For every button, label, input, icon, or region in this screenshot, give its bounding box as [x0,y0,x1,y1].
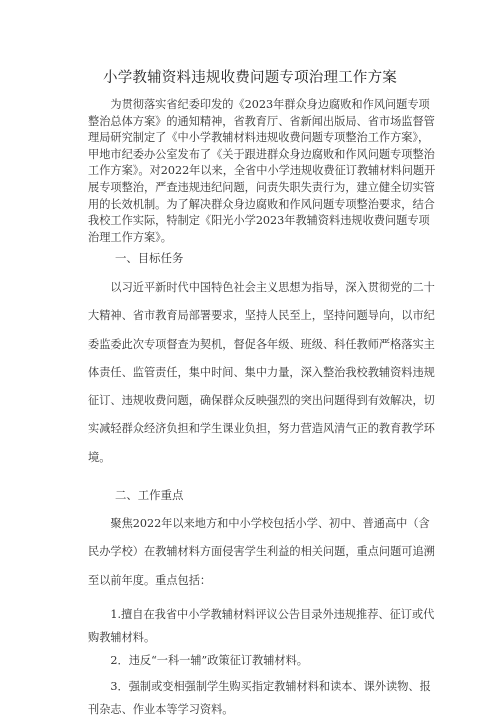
section-2-heading: 二、工作重点 [115,488,184,502]
section-1-body: 以习近平新时代中国特色社会主义思想为指导，深入贯彻党的二十大精神、省市教育局部署要求，坚持人民至上，坚持问题导向，以市纪委监委此次专项督查为契机，督促各年级、班级、科任教师严格落实主体责任、监管责任，集中时间、集中力量，深入整治我校教辅资料违规征订、违规收费问题，确保群众反映强烈的突出问题得到有效解决，切实减轻群众经济负担和学生课业负担，努力营造风清气正的教育教学环境。 [88,281,435,464]
list-item: 2．违反“一科一辅”政策征订教辅材料。 [110,654,308,667]
list-item: 3．强制或变相强制学生购买指定教辅材料和读本、课外读物、报刊杂志、作业本等学习资料。 [88,680,431,716]
section-2-body: 聚焦2022年以来地方和中小学校包括小学、初中、普通高中（含民办学校）在教辅材料方面侵害学生利益的相关问题，重点问题可追溯至以前年度。重点包括： [88,517,435,587]
document-title: 小学教辅资料违规收费问题专项治理工作方案 [103,70,397,86]
list-item: 1.擅自在我省中小学教辅材料评议公告目录外违规推荐、征订或代购教辅材料。 [88,608,435,644]
section-1-heading: 一、目标任务 [115,251,184,265]
intro-paragraph: 为贯彻落实省纪委印发的《2023年群众身边腐败和作风问题专项整治总体方案》的通知精神，省教育厅、省新闻出版局、省市场监督管理局研究制定了《中小学教辅材料违规收费问题专项整治工作方案》，甲地市纪委办公室发布了《关于跟进群众身边腐败和作风问题专项整治工作方案》。对2022年以来，全省中小学违规收费征订教辅材料问题开展专项整治，严查违规违纪问题，问责失职失责行为，建立健全切实管用的长效机制。为了解决群众身边腐败和作风问题专项整治要求，结合我校工作实际，特制定《阳光小学2023年教辅资料违规收费问题专项治理工作方案》。 [88,98,436,244]
